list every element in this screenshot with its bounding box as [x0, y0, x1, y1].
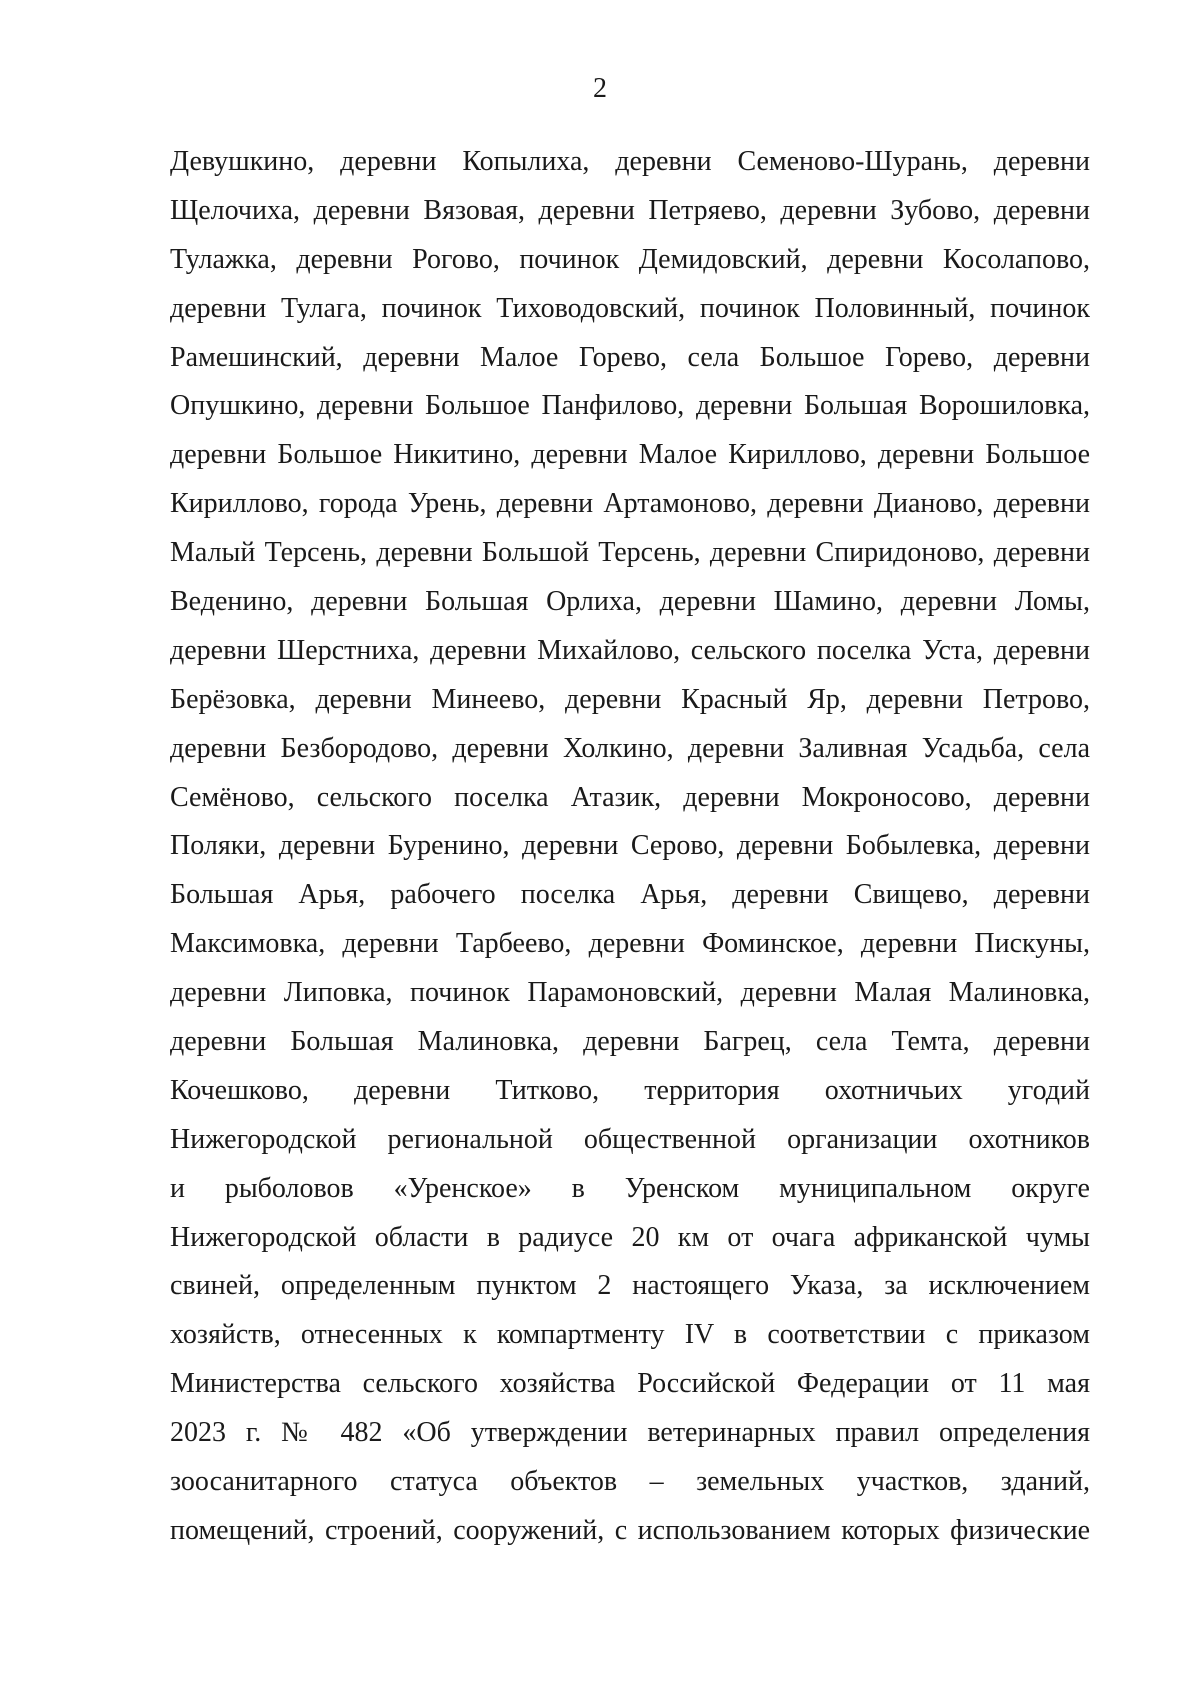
- text-line: зоосанитарного статуса объектов – земельных участков, зданий,: [170, 1466, 1090, 1498]
- decree-body-text: [170, 138, 1090, 1556]
- text-line: Рамешинский, деревни Малое Горево, села Большое Горево, деревни: [170, 341, 1090, 373]
- text-line: Министерства сельского хозяйства Российской Федерации от 11 мая: [170, 1368, 1090, 1400]
- page-number: 2: [593, 73, 607, 104]
- text-line: Поляки, деревни Буренино, деревни Серово, деревни Бобылевка, деревни: [170, 830, 1090, 862]
- text-line: деревни Большое Никитино, деревни Малое Кириллово, деревни Большое: [170, 439, 1090, 471]
- text-line: деревни Безбородово, деревни Холкино, деревни Заливная Усадьба, села: [170, 732, 1090, 764]
- text-line: Максимовка, деревни Тарбеево, деревни Фоминское, деревни Пискуны,: [170, 928, 1090, 960]
- text-line: и рыболовов «Уренское» в Уренском муниципальном округе: [170, 1172, 1090, 1204]
- text-line: деревни Большая Малиновка, деревни Багрец, села Темта, деревни: [170, 1026, 1090, 1058]
- text-line: Опушкино, деревни Большое Панфилово, деревни Большая Ворошиловка,: [170, 390, 1090, 422]
- text-line: Кириллово, города Урень, деревни Артамоново, деревни Дианово, деревни: [170, 488, 1090, 520]
- text-line: Тулажка, деревни Рогово, починок Демидовский, деревни Косолапово,: [170, 243, 1090, 275]
- text-line: Веденино, деревни Большая Орлиха, деревни Шамино, деревни Ломы,: [170, 586, 1090, 618]
- text-line: деревни Липовка, починок Парамоновский, деревни Малая Малиновка,: [170, 977, 1090, 1009]
- text-line: Нижегородской области в радиусе 20 км от очага африканской чумы: [170, 1221, 1090, 1253]
- text-line: 2023 г. № 482 «Об утверждении ветеринарных правил определения: [170, 1417, 1090, 1449]
- text-line: Берёзовка, деревни Минеево, деревни Красный Яр, деревни Петрово,: [170, 683, 1090, 715]
- text-line: Большая Арья, рабочего поселка Арья, деревни Свищево, деревни: [170, 879, 1090, 911]
- text-line: Щелочиха, деревни Вязовая, деревни Петряево, деревни Зубово, деревни: [170, 194, 1090, 226]
- text-line: помещений, строений, сооружений, с использованием которых физические: [170, 1514, 1090, 1546]
- text-line: Семёново, сельского поселка Атазик, деревни Мокроносово, деревни: [170, 781, 1090, 813]
- text-line: Кочешково, деревни Титково, территория охотничьих угодий: [170, 1074, 1090, 1106]
- text-line: Малый Терсень, деревни Большой Терсень, деревни Спиридоново, деревни: [170, 537, 1090, 569]
- text-line: Девушкино, деревни Копылиха, деревни Семеново-Шурань, деревни: [170, 146, 1090, 177]
- text-line: Нижегородской региональной общественной организации охотников: [170, 1123, 1090, 1155]
- text-line: деревни Шерстниха, деревни Михайлово, сельского поселка Уста, деревни: [170, 634, 1090, 666]
- text-line: деревни Тулага, починок Тиховодовский, починок Половинный, починок: [170, 292, 1090, 324]
- text-line: хозяйств, отнесенных к компартменту IV в соответствии с приказом: [170, 1319, 1090, 1351]
- text-line: свиней, определенным пунктом 2 настоящего Указа, за исключением: [170, 1270, 1090, 1302]
